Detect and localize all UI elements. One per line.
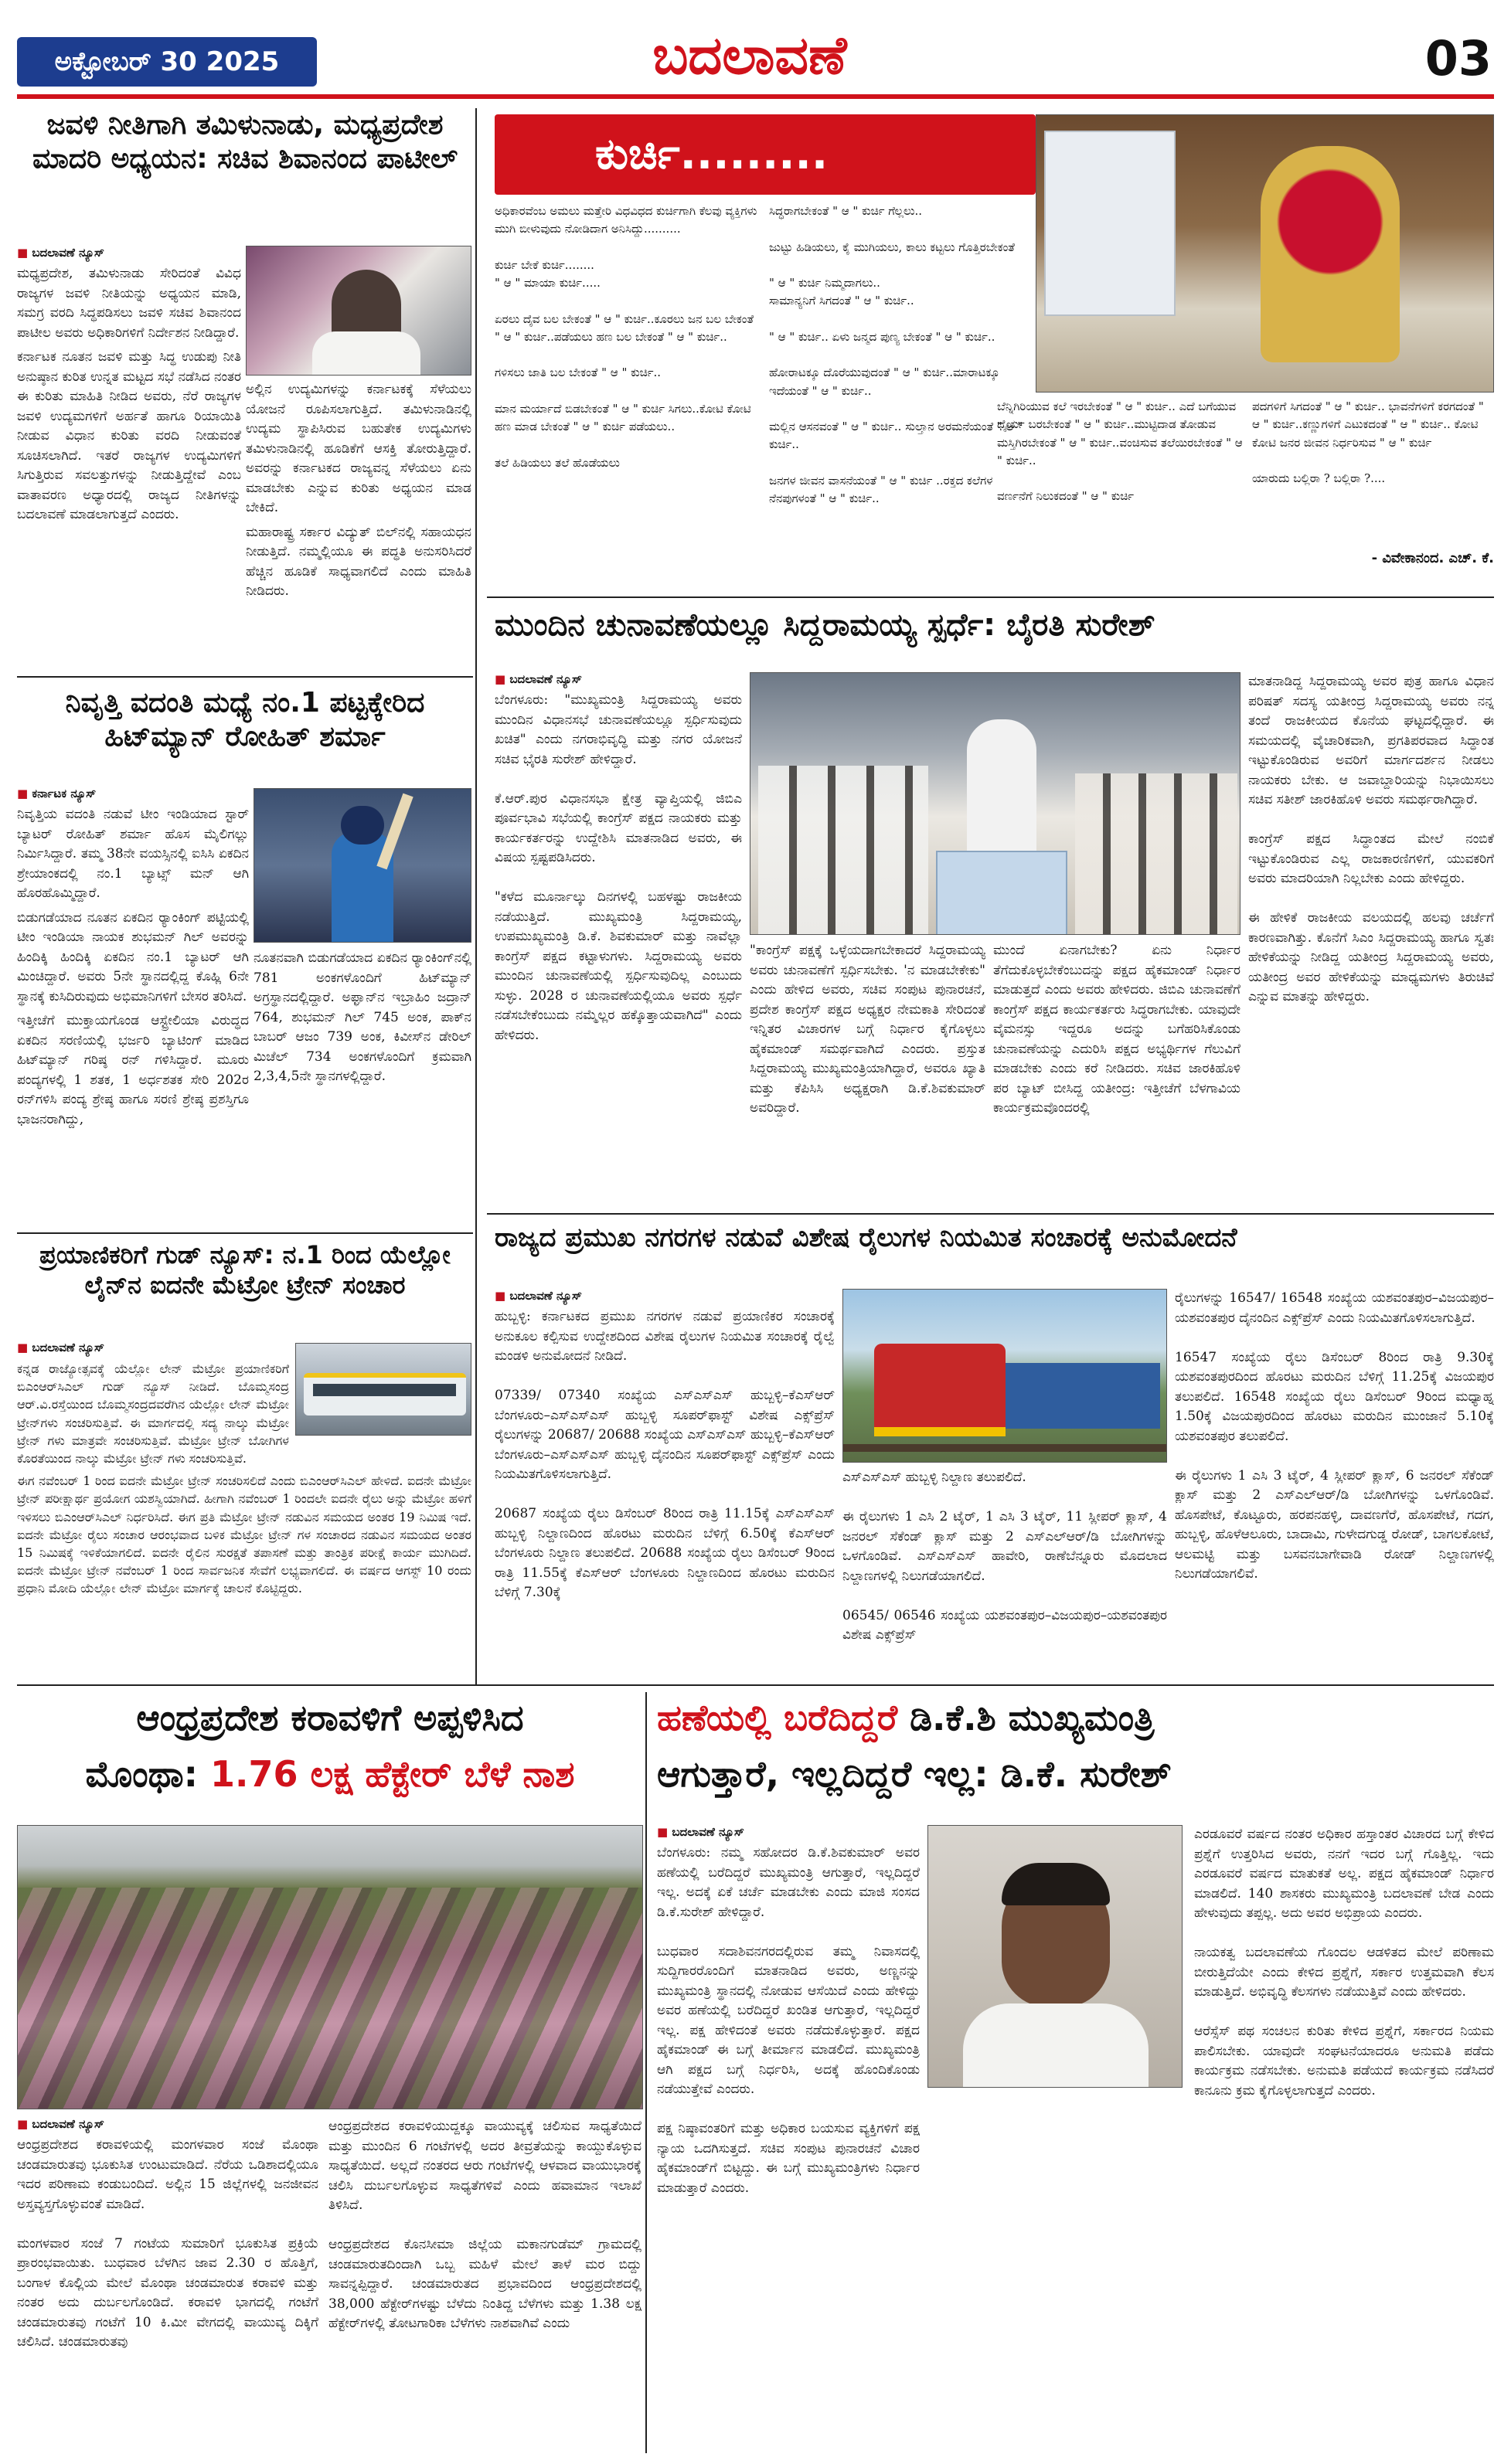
podium (936, 851, 1067, 935)
divider-left-1 (17, 676, 473, 678)
minister-photo (246, 246, 471, 376)
coaches (1006, 1363, 1160, 1429)
headline-highlight: ಹಣೆಯಲ್ಲಿ ಬರೆದಿದ್ದರೆ (657, 1697, 910, 1738)
divider-right-2 (487, 1213, 1494, 1215)
paragraph: ಮಧ್ಯಪ್ರದೇಶ, ತಮಿಳುನಾಡು ಸೇರಿದಂತೆ ವಿವಿಧ ರಾಜ್ಯಗಳ ಜವಳಿ ನೀತಿಯನ್ನು ಅಧ್ಯಯನ ಮಾಡಿ, ಸಮಗ್ರ ವರದಿ ಸಿದ್ಧಪಡಿಸಲು ಜವಳಿ ಸಚಿವ ಶಿವಾನಂದ ಪಾಟೀಲ ಅವರು ಅಧಿಕಾರಿಗಳಿಗೆ ನಿರ್ದೇಶನ ನೀಡಿದ್ದಾರೆ. (17, 266, 241, 341)
rohit-photo (254, 788, 471, 943)
article-body-b (246, 380, 471, 670)
damaged-crops-photo (17, 1825, 643, 2109)
person-shirt (312, 331, 420, 376)
banana-plants (18, 1888, 643, 2109)
masthead (0, 0, 1511, 100)
ornate-chair-photo (1036, 114, 1494, 393)
divider-bottom-middle (645, 1692, 647, 2453)
paragraph: ಕರ್ನಾಟಕ ನೂತನ ಜವಳಿ ಮತ್ತು ಸಿದ್ಧ ಉಡುಪು ನೀತಿ ಅನುಷ್ಠಾನ ಕುರಿತ ಉನ್ನತ ಮಟ್ಟದ ಸಭೆ ನಡೆಸಿದ ನಂತರ ಈ ಕುರಿತು ಮಾಹಿತಿ ನೀಡಿದ ಅವರು, ನೆರೆ ರಾಜ್ಯಗಳ ಜವಳಿ ಉದ್ಯಮಗಳಿಗೆ ಅರ್ಹತೆ ಹಾಗೂ ರಿಯಾಯಿತಿ ನೀಡುವ ವಿಧಾನ ಕುರಿತು ವರದಿ ನೀಡುವಂತೆ ಸೂಚಿಸಲಾಗಿದೆ. ಇತರೆ ರಾಜ್ಯಗಳ ಉದ್ಯಮಿಗಳಿಗೆ ಸಿಗುತ್ತಿರುವ ಸವಲತ್ತುಗಳನ್ನು ನೀಡುತ್ತಿದ್ದೇವೆ ಎಂಬ ವಾತಾವರಣ ಅಧ್ಯಾರದಲ್ಲಿ ರಾಜ್ಯದ ನೀತಿಗಳನ್ನು ಬದಲಾವಣೆ ಮಾಡಲಾಗುತ್ತದೆ ಎಂದರು. (17, 349, 241, 522)
article-body-a: ಬೆಂಗಳೂರು: ನಮ್ಮ ಸಹೋದರ ಡಿ.ಕೆ.ಶಿವಕುಮಾರ್ ಅವರ ಹಣೆಯಲ್ಲಿ ಬರೆದಿದ್ದರೆ ಮುಖ್ಯಮಂತ್ರಿ ಆಗುತ್ತಾರೆ, ಇಲ್ಲದಿದ್ದರೆ ಇಲ್ಲ. ಅದಕ್ಕೆ ಏಕೆ ಚರ್ಚೆ ಮಾಡಬೇಕು ಎಂದು ಮಾಜಿ ಸಂಸದ ಡಿ.ಕೆ.ಸುರೇಶ್ ಹೇಳಿದ್ದಾರೆ. ಬುಧವಾರ ಸದಾಶಿವನಗರದಲ್ಲಿರುವ ತಮ್ಮ ನಿವಾಸದಲ್ಲಿ ಸುದ್ದಿಗಾರರೊಂದಿಗೆ ಮಾತನಾಡಿದ ಅವರು, ಅಣ್ಣನನ್ನು ಮುಖ್ಯಮಂತ್ರಿ ಸ್ಥಾನದಲ್ಲಿ ನೋಡುವ ಆಸೆಯಿದೆ ಎಂದು ಹೇಳಿದ್ದು ಅವರ ಹಣೆಯಲ್ಲಿ ಬರೆದಿದ್ದರೆ ಖಂಡಿತ ಆಗುತ್ತಾರೆ, ಇಲ್ಲದಿದ್ದರೆ ಇಲ್ಲ. ಪಕ್ಷ ಹೇಳಿದಂತೆ ಅವರು ನಡೆದುಕೊಳ್ಳುತ್ತಾರೆ. ಪಕ್ಷದ ಹೈಕಮಾಂಡ್ ಈ ಬಗ್ಗೆ ತೀರ್ಮಾನ ಮಾಡಲಿದೆ. ಮುಖ್ಯಮಂತ್ರಿ ಆಗಿ ಪಕ್ಷದ ಬಗ್ಗೆ ನಿರ್ಧರಿಸಿ, ಅದಕ್ಕೆ ಹೊಂದಿಕೊಂಡು ನಡೆಯುತ್ತೇವೆ ಎಂದರು. ಪಕ್ಷ ನಿಷ್ಠಾವಂತರಿಗೆ ಮತ್ತು ಅಧಿಕಾರ ಬಯಸುವ ವ್ಯಕ್ತಿಗಳಿಗೆ ಪಕ್ಷ ನ್ಯಾಯ ಒದಗಿಸುತ್ತದೆ. ಸಚಿವ ಸಂಪುಟ ಪುನಾರಚನೆ ವಿಚಾರ ಹೈಕಮಾಂಡ್‌ಗೆ ಬಿಟ್ಟದ್ದು. ಈ ಬಗ್ಗೆ ಮುಖ್ಯಮಂತ್ರಿಗಳು ನಿರ್ಧಾರ ಮಾಡುತ್ತಾರೆ ಎಂದರು. (657, 1845, 920, 2196)
headline-line-1: ಆಂಧ್ರಪ್ರದೇಶ ಕರಾವಳಿಗೆ ಅಪ್ಪಳಿಸಿದ (136, 1697, 524, 1738)
article-body-b: ಆಂಧ್ರಪ್ರದೇಶದ ಕರಾವಳಿಯುದ್ದಕ್ಕೂ ವಾಯುವ್ಯಕ್ಕೆ ಚಲಿಸುವ ಸಾಧ್ಯತೆಯಿದೆ ಮತ್ತು ಮುಂದಿನ 6 ಗಂಟೆಗಳಲ್ಲಿ ಅದರ ತೀವ್ರತೆಯನ್ನು ಕಾಯ್ದುಕೊಳ್ಳುವ ಸಾಧ್ಯತೆಯಿದೆ. ಅಲ್ಲದೆ ನಂತರದ ಆರು ಗಂಟೆಗಳಲ್ಲಿ ಆಳವಾದ ವಾಯುಭಾರಕ್ಕೆ ಚಲಿಸಿ ದುರ್ಬಲಗೊಳ್ಳುವ ಸಾಧ್ಯತೆಗಳಿವೆ ಎಂದು ಹವಾಮಾನ ಇಲಾಖೆ ತಿಳಿಸಿದೆ. ಆಂಧ್ರಪ್ರದೇಶದ ಕೊನಸೀಮಾ ಜಿಲ್ಲೆಯ ಮಕಾನಗುಡೆಮ್ ಗ್ರಾಮದಲ್ಲಿ ಚಂಡಮಾರುತದಿಂದಾಗಿ ಒಬ್ಬ ಮಹಿಳೆ ಮೇಲೆ ತಾಳೆ ಮರ ಬಿದ್ದು ಸಾವನ್ನಪ್ಪಿದ್ದಾರೆ. ಚಂಡಮಾರುತದ ಪ್ರಭಾವದಿಂದ ಆಂಧ್ರಪ್ರದೇಶದಲ್ಲಿ 38,000 ಹೆಕ್ಟೇರ್‌ಗಳಷ್ಟು ಬೆಳೆದು ನಿಂತಿದ್ದ ಬೆಳೆಗಳು ಮತ್ತು 1.38 ಲಕ್ಷ ಹೆಕ್ಟೇರ್‌ಗಳಲ್ಲಿ ತೋಟಗಾರಿಕಾ ಬೆಳೆಗಳು ನಾಶವಾಗಿವೆ ಎಂದು (328, 2119, 641, 2331)
headline: ನಿವೃತ್ತಿ ವದಂತಿ ಮಧ್ಯೆ ನಂ.1 ಪಟ್ಟಕ್ಕೇರಿದ ಹಿಟ್‌ಮ್ಯಾನ್ ರೋಹಿತ್ ಶರ್ಮಾ (65, 687, 425, 753)
article-body-a: ಆಂಧ್ರಪ್ರದೇಶದ ಕರಾವಳಿಯಲ್ಲಿ ಮಂಗಳವಾರ ಸಂಜೆ ಮೊಂಥಾ ಚಂಡಮಾರುತವು ಭೂಕುಸಿತ ಉಂಟುಮಾಡಿದೆ. ನೆರೆಯ ಒಡಿಶಾದಲ್ಲಿಯೂ ಇದರ ಪರಿಣಾಮ ಕಂಡುಬಂದಿದೆ. ಅಲ್ಲಿನ 15 ಜಿಲ್ಲೆಗಳಲ್ಲಿ ಜನಜೀವನ ಅಸ್ತವ್ಯಸ್ತಗೊಳ್ಳುವಂತೆ ಮಾಡಿದೆ. ಮಂಗಳವಾರ ಸಂಜೆ 7 ಗಂಟೆಯ ಸುಮಾರಿಗೆ ಭೂಕುಸಿತ ಪ್ರಕ್ರಿಯೆ ಪ್ರಾರಂಭವಾಯಿತು. ಬುಧವಾರ ಬೆಳಗಿನ ಜಾವ 2.30 ರ ಹೊತ್ತಿಗೆ, ಬಂಗಾಳ ಕೊಲ್ಲಿಯ ಮೇಲೆ ಮೊಂಥಾ ಚಂಡಮಾರುತ ಕರಾವಳಿ ಮತ್ತು ನಂತರ ಅದು ದುರ್ಬಲಗೊಂಡಿದೆ. ಕರಾವಳಿ ಭಾಗದಲ್ಲಿ ಗಂಟೆಗೆ ಚಂಡಮಾರುತವು ಗಂಟೆಗೆ 10 ಕಿ.ಮೀ ವೇಗದಲ್ಲಿ ವಾಯುವ್ಯ ದಿಕ್ಕಿಗೆ ಚಲಿಸಿದೆ. ಚಂಡಮಾರುತವು (17, 2137, 318, 2350)
poem-column-3: ಬೆನ್ನಿಗಿರಿಯುವ ಕಲೆ ಇರಬೇಕಂತೆ " ಆ " ಕುರ್ಚಿ.. ಎದೆ ಬಗೆಯುವ ಧೈರ್ಯ ಬರಬೇಕಂತೆ " ಆ " ಕುರ್ಚಿ..ಮುಟ್ಟಿದಾಡ ತೋಡುವ ಮಸ್ತಿಗಿರಬೇಕಂತೆ " ಆ " ಕುರ್ಚಿ..ವಂಚಿಸುವ ತಲೆಯಿರಬೇಕಂತೆ " ಆ " ಕುರ್ಚಿ.. ವರ್ಣನೆಗೆ ನಿಲುಕದಂತೆ " ಆ " ಕುರ್ಚಿ (997, 399, 1243, 504)
crowd-right (1075, 773, 1237, 935)
date-label: ಅಕ್ಟೋಬರ್ 30 2025 (54, 46, 280, 77)
throne-chair (1261, 146, 1400, 362)
headline: ರಾಜ್ಯದ ಪ್ರಮುಖ ನಗರಗಳ ನಡುವೆ ವಿಶೇಷ ರೈಲುಗಳ ನಿಯಮಿತ ಸಂಚಾರಕ್ಕೆ ಅನುಮೋದನೆ (495, 1222, 1237, 1253)
paragraph: ನಿವೃತ್ತಿಯ ವದಂತಿ ನಡುವೆ ಟೀಂ ಇಂಡಿಯಾದ ಸ್ಟಾರ್ ಬ್ಯಾಟರ್ ರೋಹಿತ್ ಶರ್ಮಾ ಹೊಸ ಮೈಲಿಗಲ್ಲು ನಿರ್ಮಿಸಿದ್ದಾರೆ. ತಮ್ಮ 38ನೇ ವಯಸ್ಸಿನಲ್ಲಿ ಐಸಿಸಿ ಏಕದಿನ ಶ್ರೇಯಾಂಕದಲ್ಲಿ ನಂ.1 ಬ್ಯಾಟ್ಸ್ ಮನ್ ಆಗಿ ಹೊರಹೊಮ್ಮಿದ್ದಾರೆ. (17, 807, 249, 901)
article-body-a (17, 264, 241, 670)
headline: ಪ್ರಯಾಣಿಕರಿಗೆ ಗುಡ್ ನ್ಯೂಸ್: ನ.1 ರಿಂದ ಯೆಲ್ಲೋ ಲೈನ್‌ನ ಐದನೇ ಮೆಟ್ರೋ ಟ್ರೇನ್ ಸಂಚಾರ (39, 1240, 451, 1300)
paragraph: ಅಲ್ಲಿನ ಉದ್ಯಮಿಗಳನ್ನು ಕರ್ನಾಟಕಕ್ಕೆ ಸೆಳೆಯಲು ಯೋಜನೆ ರೂಪಿಸಲಾಗುತ್ತಿದೆ. ತಮಿಳುನಾಡಿನಲ್ಲಿ ಉದ್ಯಮ ಸ್ಥಾಪಿಸಿರುವ ಬಹುತೇಕ ಉದ್ಯಮಿಗಳು ತಮಿಳುನಾಡಿನಲ್ಲಿ ಹೂಡಿಕೆಗೆ ಆಸಕ್ತಿ ತೋರುತ್ತಿದ್ದಾರೆ. ಅವರನ್ನು ಕರ್ನಾಟಕದ ರಾಜ್ಯವನ್ನ ಸೆಳೆಯಲು ಏನು ಮಾಡಬೇಕು ಎನ್ನುವ ಕುರಿತು ಅಧ್ಯಯನ ಮಾಡ ಬೇಕಿದೆ. (246, 382, 471, 515)
divider-left-2 (17, 1232, 473, 1234)
byline: ■ ಬದಲಾವಣೆ ನ್ಯೂಸ್ (17, 2117, 318, 2131)
crowd-left (758, 766, 928, 935)
headline: ಕುರ್ಚಿ......... (595, 129, 829, 179)
article-body-b (254, 949, 471, 1230)
article-body-a: ಹುಬ್ಬಳ್ಳಿ: ಕರ್ನಾಟಕದ ಪ್ರಮುಖ ನಗರಗಳ ನಡುವೆ ಪ್ರಯಾಣಿಕರ ಸಂಚಾರಕ್ಕೆ ಅನುಕೂಲ ಕಲ್ಪಿಸುವ ಉದ್ದೇಶದಿಂದ ವಿಶೇಷ ರೈಲುಗಳ ನಿಯಮಿತ ಸಂಚಾರಕ್ಕೆ ರೈಲ್ವೆ ಮಂಡಳಿ ಅನುಮೋದನೆ ನೀಡಿದೆ. 07339/ 07340 ಸಂಖ್ಯೆಯ ಎಸ್‌ಎಸ್‌ಎಸ್ ಹುಬ್ಬಳ್ಳಿ–ಕೆಎಸ್‌ಆರ್ ಬೆಂಗಳೂರು–ಎಸ್‌ಎಸ್‌ಎಸ್ ಹುಬ್ಬಳ್ಳಿ ಸೂಪರ್‌ಫಾಸ್ಟ್ ವಿಶೇಷ ಎಕ್ಸ್‌ಪ್ರೆಸ್ ರೈಲುಗಳನ್ನು 20687/ 20688 ಸಂಖ್ಯೆಯ ಎಸ್‌ಎಸ್‌ಎಸ್ ಹುಬ್ಬಳ್ಳಿ–ಕೆಎಸ್‌ಆರ್ ಬೆಂಗಳೂರು–ಎಸ್‌ಎಸ್‌ಎಸ್ ಹುಬ್ಬಳ್ಳಿ ದೈನಂದಿನ ಸೂಪರ್‌ಫಾಸ್ಟ್ ಎಕ್ಸ್‌ಪ್ರೆಸ್ ಎಂದು ನಿಯಮಿತಗೊಳಿಸಲಾಗುತ್ತಿದೆ. 20687 ಸಂಖ್ಯೆಯ ರೈಲು ಡಿಸೆಂಬರ್ 8ರಿಂದ ರಾತ್ರಿ 11.15ಕ್ಕೆ ಎಸ್‌ಎಸ್‌ಎಸ್ ಹುಬ್ಬಳ್ಳಿ ನಿಲ್ದಾಣದಿಂದ ಹೊರಟು ಮರುದಿನ ಬೆಳಿಗ್ಗೆ 6.50ಕ್ಕೆ ಕೆಎಸ್‌ಆರ್ ಬೆಂಗಳೂರು ನಿಲ್ದಾಣ ತಲುಪಲಿದೆ. 20688 ಸಂಖ್ಯೆಯ ರೈಲು ಡಿಸೆಂಬರ್ 9ರಿಂದ ರಾತ್ರಿ 11.55ಕ್ಕೆ ಕೆಎಸ್‌ಆರ್ ಬೆಂಗಳೂರು ನಿಲ್ದಾಣದಿಂದ ಹೊರಟು ಮರುದಿನ ಬೆಳಿಗ್ಗೆ 7.30ಕ್ಕೆ (495, 1309, 835, 1600)
headline-part: ಡಿ.ಕೆ.ಶಿ ಮುಖ್ಯಮಂತ್ರಿ (910, 1697, 1155, 1738)
headline: ಜವಳಿ ನೀತಿಗಾಗಿ ತಮಿಳುನಾಡು, ಮಧ್ಯಪ್ರದೇಶ ಮಾದರಿ ಅಧ್ಯಯನ: ಸಚಿವ ಶಿವಾನಂದ ಪಾಟೀಲ್ (32, 109, 458, 175)
article-body-c: ಮುಂದೆ ಏನಾಗಬೇಕು? ಏನು ನಿರ್ಧಾರ ತೆಗೆದುಕೊಳ್ಳಬೇಕೆಂಬುದನ್ನು ಪಕ್ಷದ ಹೈಕಮಾಂಡ್ ನಿರ್ಧಾರ ಮಾಡುತ್ತದೆ ಎಂದು ಅವರು ಹೇಳಿದರು. ಜಿಬಿಎ ಚುನಾವಣೆಗೆ ಕಾಂಗ್ರೆಸ್ ಪಕ್ಷದ ಕಾರ್ಯಕರ್ತರು ಸಿದ್ಧರಾಗಬೇಕು. ಯಾವುದೇ ವೈಮನಸ್ಸು ಇದ್ದರೂ ಅದನ್ನು ಬಗೆಹರಿಸಿಕೊಂಡು ಚುನಾವಣೆಯನ್ನು ಎದುರಿಸಿ ಪಕ್ಷದ ಅಭ್ಯರ್ಥಿಗಳ ಗೆಲುವಿಗೆ ಮಾಡಬೇಕು ಎಂದು ಕರೆ ನೀಡಿದರು. ಸಚಿವ ಜಾರಕಿಹೊಳಿ ಪರ ಬ್ಯಾಟ್ ಬೀಸಿದ್ದ ಯತೀಂದ್ರ: ಇತ್ತೀಚೆಗೆ ಬೆಳಗಾವಿಯ ಕಾರ್ಯಕ್ರಮವೊಂದರಲ್ಲಿ (993, 943, 1240, 1116)
article-body-a: ಬೆಂಗಳೂರು: "ಮುಖ್ಯಮಂತ್ರಿ ಸಿದ್ದರಾಮಯ್ಯ ಅವರು ಮುಂದಿನ ವಿಧಾನಸಭೆ ಚುನಾವಣೆಯಲ್ಲೂ ಸ್ಪರ್ಧಿಸುವುದು ಖಚಿತ" ಎಂದು ನಗರಾಭಿವೃದ್ಧಿ ಮತ್ತು ನಗರ ಯೋಜನೆ ಸಚಿವ ಭೈರತಿ ಸುರೇಶ್ ಹೇಳಿದ್ದಾರೆ. ಕೆ.ಆರ್.ಪುರ ವಿಧಾನಸಭಾ ಕ್ಷೇತ್ರ ವ್ಯಾಪ್ತಿಯಲ್ಲಿ ಜಿಬಿಎ ಪೂರ್ವಭಾವಿ ಸಭೆಯಲ್ಲಿ ಕಾಂಗ್ರೆಸ್ ಪಕ್ಷದ ನಾಯಕರು ಮತ್ತು ಕಾರ್ಯಕರ್ತರನ್ನು ಉದ್ದೇಶಿಸಿ ಮಾತನಾಡಿದ ಅವರು, ಈ ವಿಷಯ ಸ್ಪಷ್ಟಪಡಿಸಿದರು. "ಕಳೆದ ಮೂರ್ನಾಲ್ಕು ದಿನಗಳಲ್ಲಿ ಬಹಳಷ್ಟು ರಾಜಕೀಯ ನಡೆಯುತ್ತಿದೆ. ಮುಖ್ಯಮಂತ್ರಿ ಸಿದ್ದರಾಮಯ್ಯ, ಉಪಮುಖ್ಯಮಂತ್ರಿ ಡಿ.ಕೆ. ಶಿವಕುಮಾರ್ ಮತ್ತು ನಾವೆಲ್ಲಾ ಕಾಂಗ್ರೆಸ್ ಪಕ್ಷದ ಕಟ್ಟಾಳುಗಳು. ಸಿದ್ದರಾಮಯ್ಯ ಅವರು ಮುಂದಿನ ಚುನಾವಣೆಯಲ್ಲಿ ಸ್ಪರ್ಧಿಸುವುದಿಲ್ಲ ಎಂಬುದು ಸುಳ್ಳು. 2028 ರ ಚುನಾವಣೆಯಲ್ಲಿಯೂ ಅವರು ಸ್ಪರ್ಧೆ ನಡೆಸಬೇಕೆಂಬುದು ನಮ್ಮೆಲ್ಲರ ಹಕ್ಕೊತ್ತಾಯವಾಗಿದೆ" ಎಂದು ಹೇಳಿದರು. (495, 692, 742, 1043)
headline-highlight: 1.76 ಲಕ್ಷ ಹೆಕ್ಟೇರ್ ಬೆಳೆ ನಾಶ (210, 1753, 575, 1795)
article-body-b: ಎಸ್‌ಎಸ್‌ಎಸ್ ಹುಬ್ಬಳ್ಳಿ ನಿಲ್ದಾಣ ತಲುಪಲಿದೆ. ಈ ರೈಲುಗಳು 1 ಎಸಿ 2 ಟೈರ್, 1 ಎಸಿ 3 ಟೈರ್, 11 ಸ್ಲೀಪರ್ ಕ್ಲಾಸ್, 4 ಜನರಲ್ ಸೆಕೆಂಡ್ ಕ್ಲಾಸ್ ಮತ್ತು 2 ಎಸ್ಎಲ್ಆರ್/ಡಿ ಬೋಗಿಗಳನ್ನು ಒಳಗೊಂಡಿವೆ. ಎಸ್‌ಎಸ್‌ಎಸ್ ಹಾವೇರಿ, ರಾಣೆಬೆನ್ನೂರು ಮೊದಲಾದ ನಿಲ್ದಾಣಗಳಲ್ಲಿ ನಿಲುಗಡೆಯಾಗಲಿದೆ. 06545/ 06546 ಸಂಖ್ಯೆಯ ಯಶವಂತಪುರ–ವಿಜಯಪುರ–ಯಶವಂತಪುರ ವಿಶೇಷ ಎಕ್ಸ್‌ಪ್ರೆಸ್ (842, 1470, 1167, 1643)
shirt (963, 2003, 1149, 2088)
article-body-c: ರೈಲುಗಳನ್ನು 16547/ 16548 ಸಂಖ್ಯೆಯ ಯಶವಂತಪುರ–ವಿಜಯಪುರ–ಯಶವಂತಪುರ ದೈನಂದಿನ ಎಕ್ಸ್‌ಪ್ರೆಸ್ ಎಂದು ನಿಯಮಿತಗೊಳಿಸಲಾಗುತ್ತಿದೆ. 16547 ಸಂಖ್ಯೆಯ ರೈಲು ಡಿಸೆಂಬರ್ 8ರಿಂದ ರಾತ್ರಿ 9.30ಕ್ಕೆ ಯಶವಂತಪುರದಿಂದ ಹೊರಟು ಮರುದಿನ ಬೆಳಿಗ್ಗೆ 11.25ಕ್ಕೆ ವಿಜಯಪುರ ತಲುಪಲಿದೆ. 16548 ಸಂಖ್ಯೆಯ ರೈಲು ಡಿಸೆಂಬರ್ 9ರಿಂದ ಮಧ್ಯಾಹ್ನ 1.50ಕ್ಕೆ ವಿಜಯಪುರದಿಂದ ಹೊರಟು ಮರುದಿನ ಮುಂಜಾನೆ 5.10ಕ್ಕೆ ಯಶವಂತಪುರ ತಲುಪಲಿದೆ. ಈ ರೈಲುಗಳು 1 ಎಸಿ 3 ಟೈರ್, 4 ಸ್ಲೀಪರ್ ಕ್ಲಾಸ್, 6 ಜನರಲ್ ಸೆಕೆಂಡ್ ಕ್ಲಾಸ್ ಮತ್ತು 2 ಎಸ್ಎಲ್ಆರ್/ಡಿ ಬೋಗಿಗಳನ್ನು ಒಳಗೊಂಡಿವೆ. ಹೊಸಪೇಟೆ, ಕೊಟ್ಟೂರು, ಹರಪನಹಳ್ಳಿ, ದಾವಣಗೆರೆ, ಹೊಸಪೇಟೆ, ಗದಗ, ಹುಬ್ಬಳ್ಳಿ, ಹೊಳೆಆಲೂರು, ಬಾದಾಮಿ, ಗುಳೇದಗುಡ್ಡ ರೋಡ್, ಬಾಗಲಕೋಟೆ, ಆಲಮಟ್ಟಿ ಮತ್ತು ಬಸವನಬಾಗೇವಾಡಿ ರೋಡ್ ನಿಲ್ದಾಣಗಳಲ್ಲಿ ನಿಲುಗಡೆಯಾಗಲಿವೆ. (1175, 1290, 1494, 1582)
locomotive (874, 1344, 1006, 1436)
poem-column-2: ಸಿದ್ಧರಾಗಬೇಕಂತೆ " ಆ " ಕುರ್ಚಿ ಗೆಲ್ಲಲು.. ಜುಟ್ಟು ಹಿಡಿಯಲು, ಕೈ ಮುಗಿಯಲು, ಕಾಲು ಕಟ್ಟಲು ಗೊತ್ತಿರಬೇಕಂತೆ " ಆ " ಕುರ್ಚಿ ನಿಮ್ಮದಾಗಲು.. ಸಾಮಾನ್ಯನಿಗೆ ಸಿಗದಂತೆ " ಆ " ಕುರ್ಚಿ.. " ಆ " ಕುರ್ಚಿ.. ಏಳು ಜನ್ಮದ ಪುಣ್ಯ ಬೇಕಂತೆ " ಆ " ಕುರ್ಚಿ.. ಹೋರಾಟಕ್ಕೂ ದೊರೆಯುವುದಂತೆ " ಆ " ಕುರ್ಚಿ..ಮಾರಾಟಕ್ಕೂ ಇದೆಯಂತೆ " ಆ " ಕುರ್ಚಿ.. ಮಲ್ಲಿನ ಆಸನವಂತೆ " ಆ " ಕುರ್ಚಿ.. ಸುಲ್ತಾನ ಅರಮನೆಯಂತೆ " ಆ " ಕುರ್ಚಿ.. ಜನಗಳ ಜೀವನ ವಾಸನೆಯಂತೆ " ಆ " ಕುರ್ಚಿ ..ರಕ್ತದ ಕಲೆಗಳ ನೆನಪುಗಳಂತೆ " ಆ " ಕುರ್ಚಿ.. (769, 204, 1023, 505)
paragraph: ಇತ್ತೀಚೆಗೆ ಮುಕ್ತಾಯಗೊಂಡ ಆಸ್ಟ್ರೇಲಿಯಾ ವಿರುದ್ಧದ ಏಕದಿನ ಸರಣಿಯಲ್ಲಿ ಭರ್ಜರಿ ಬ್ಯಾಟಿಂಗ್ ಮಾಡಿದ ಹಿಟ್‌ಮ್ಯಾನ್ ಗರಿಷ್ಠ ರನ್ ಗಳಿಸಿದ್ದಾರೆ. ಮೂರು ಪಂದ್ಯಗಳಲ್ಲಿ 1 ಶತಕ, 1 ಅರ್ಧಶತಕ ಸೇರಿ 202ರ ರನ್‌ಗಳಿಸಿ ಪಂದ್ಯ ಶ್ರೇಷ್ಠ ಹಾಗೂ ಸರಣಿ ಶ್ರೇಷ್ಠ ಪ್ರಶಸ್ತಿಗೂ ಭಾಜನರಾಗಿದ್ದು, (17, 1013, 249, 1127)
article-body-b: ಎರಡೂವರೆ ವರ್ಷದ ನಂತರ ಅಧಿಕಾರ ಹಸ್ತಾಂತರ ವಿಚಾರದ ಬಗ್ಗೆ ಕೇಳಿದ ಪ್ರಶ್ನೆಗೆ ಉತ್ತರಿಸಿದ ಅವರು, ನನಗೆ ಇದರ ಬಗ್ಗೆ ಗೊತ್ತಿಲ್ಲ. ಇದು ಎರಡೂವರೆ ವರ್ಷದ ಮಾತುಕತೆ ಅಲ್ಲ. ಪಕ್ಷದ ಹೈಕಮಾಂಡ್ ನಿರ್ಧಾರ ಮಾಡಲಿದೆ. 140 ಶಾಸಕರು ಮುಖ್ಯಮಂತ್ರಿ ಬದಲಾವಣೆ ಬೇಡ ಎಂದು ಹೇಳುವುದು ತಪ್ಪಲ್ಲ. ಅದು ಅವರ ಅಭಿಪ್ರಾಯ ಎಂದರು. ನಾಯಕತ್ವ ಬದಲಾವಣೆಯ ಗೊಂದಲ ಆಡಳಿತದ ಮೇಲೆ ಪರಿಣಾಮ ಬೀರುತ್ತಿದೆಯೇ ಎಂದು ಕೇಳಿದ ಪ್ರಶ್ನೆಗೆ, ಸರ್ಕಾರ ಉತ್ತಮವಾಗಿ ಕೆಲಸ ಮಾಡುತ್ತಿದೆ. ಅಭಿವೃದ್ಧಿ ಕೆಲಸಗಳು ನಡೆಯುತ್ತಿವೆ ಎಂದು ಹೇಳಿದರು. ಆರೆಸ್ಸೆಸ್ ಪಥ ಸಂಚಲನ ಕುರಿತು ಕೇಳಿದ ಪ್ರಶ್ನೆಗೆ, ಸರ್ಕಾರದ ನಿಯಮ ಪಾಲಿಸಬೇಕು. ಯಾವುದೇ ಸಂಘಟನೆಯಾದರೂ ಅನುಮತಿ ಪಡೆದು ಕಾರ್ಯಕ್ರಮ ನಡೆಸಬೇಕು. ಅನುಮತಿ ಪಡೆಯದೆ ಕಾರ್ಯಕ್ರಮ ನಡೆಸಿದರೆ ಕಾನೂನು ಕ್ರಮ ಕೈಗೊಳ್ಳಲಾಗುತ್ತದೆ ಎಂದರು. (1194, 1827, 1494, 2099)
headline-line-2 (17, 1752, 643, 1806)
poem-column-1: ಅಧಿಕಾರವೆಂಬ ಅಮಲು ಮತ್ತೇರಿ ವಿಧವಿಧದ ಕುರ್ಚಿಗಾಗಿ ಕೆಲವು ವ್ಯಕ್ತಿಗಳು ಮುಗಿ ಬೀಳುವುದು ನೋಡಿದಾಗ ಅನಿಸಿದ್ದು.......... ಕುರ್ಚಿ ಬೇಕೆ ಕುರ್ಚಿ........ " ಆ " ಮಾಯಾ ಕುರ್ಚಿ..... ಏರಲು ದೈವ ಬಲ ಬೇಕಂತೆ " ಆ " ಕುರ್ಚಿ..ಕೂರಲು ಜನ ಬಲ ಬೇಕಂತೆ " ಆ " ಕುರ್ಚಿ..ಪಡೆಯಲು ಹಣ ಬಲ ಬೇಕಂತೆ " ಆ " ಕುರ್ಚಿ.. ಗಳಿಸಲು ಜಾತಿ ಬಲ ಬೇಕಂತೆ " ಆ " ಕುರ್ಚಿ.. ಮಾನ ಮರ್ಯಾದೆ ಬಿಡಬೇಕಂತೆ " ಆ " ಕುರ್ಚಿ ಸಿಗಲು..ಕೋಟಿ ಕೋಟಿ ಹಣ ಮಾಡ ಬೇಕಂತೆ " ಆ " ಕುರ್ಚಿ ಪಡೆಯಲು.. ತಲೆ ಹಿಡಿಯಲು ತಲೆ ಹೊಡೆಯಲು (495, 204, 757, 470)
article-body-b: "ಕಾಂಗ್ರೆಸ್ ಪಕ್ಷಕ್ಕೆ ಒಳ್ಳೆಯದಾಗಬೇಕಾದರೆ ಸಿದ್ದರಾಮಯ್ಯ ಅವರು ಚುನಾವಣೆಗೆ ಸ್ಪರ್ಧಿಸಬೇಕು. 'ನ ಮಾಡಬೇಕೇಕು" ಎಂದು ಹೇಳಿದ ಅವರು, ಸಚಿವ ಸಂಪುಟ ಪುನಾರಚನೆ, ಪ್ರದೇಶ ಕಾಂಗ್ರೆಸ್ ಪಕ್ಷದ ಅಧ್ಯಕ್ಷರ ನೇಮಕಾತಿ ಸೇರಿದಂತೆ ಇನ್ನಿತರ ವಿಚಾರಗಳ ಬಗ್ಗೆ ನಿರ್ಧಾರ ಕೈಗೊಳ್ಳಲು ಹೈಕಮಾಂಡ್ ಸಮರ್ಥವಾಗಿದೆ ಎಂದರು. ಪ್ರಸ್ತುತ ಸಿದ್ದರಾಮಯ್ಯ ಮುಖ್ಯಮಂತ್ರಿಯಾಗಿದ್ದಾರೆ, ಅವರೂ ಖ್ಯಾತಿ ಮತ್ತು ಕೆಪಿಸಿಸಿ ಅಧ್ಯಕ್ಷರಾಗಿ ಡಿ.ಕೆ.ಶಿವಕುಮಾರ್ ಅವರಿದ್ದಾರೆ. (750, 943, 985, 1116)
article-body-d: ಮಾತನಾಡಿದ್ದ ಸಿದ್ದರಾಮಯ್ಯ ಅವರ ಪುತ್ರ ಹಾಗೂ ವಿಧಾನ ಪರಿಷತ್ ಸದಸ್ಯ ಯತೀಂದ್ರ ಸಿದ್ದರಾಮಯ್ಯ ಅವರು ನನ್ನ ತಂದೆ ರಾಜಕೀಯದ ಕೊನೆಯ ಘಟ್ಟದಲ್ಲಿದ್ದಾರೆ. ಈ ಸಮಯದಲ್ಲಿ ವೈಚಾರಿಕವಾಗಿ, ಪ್ರಗತಿಪರವಾದ ಸಿದ್ಧಾಂತ ಇಟ್ಟುಕೊಂಡಿರುವ ಅವರಿಗೆ ಮಾರ್ಗದರ್ಶನ ನೀಡಲು ನಾಯಕರು ಬೇಕು. ಆ ಜವಾಬ್ದಾರಿಯನ್ನು ನಿಭಾಯಿಸಲು ಸಚಿವ ಸತೀಶ್ ಜಾರಕಿಹೊಳಿ ಅವರು ಸಮರ್ಥರಾಗಿದ್ದಾರೆ. ಕಾಂಗ್ರೆಸ್ ಪಕ್ಷದ ಸಿದ್ಧಾಂತದ ಮೇಲೆ ನಂಬಿಕೆ ಇಟ್ಟುಕೊಂಡಿರುವ ಎಲ್ಲ ರಾಜಕಾರಣಿಗಳಿಗೆ, ಯುವಕರಿಗೆ ಅವರು ಮಾದರಿಯಾಗಿ ನಿಲ್ಲಬೇಕು ಎಂದು ಹೇಳಿದ್ದರು. ಈ ಹೇಳಿಕೆ ರಾಜಕೀಯ ವಲಯದಲ್ಲಿ ಹಲವು ಚರ್ಚೆಗೆ ಕಾರಣವಾಗಿತ್ತು. ಕೊನೆಗೆ ಸಿಎಂ ಸಿದ್ದರಾಮಯ್ಯ ಹಾಗೂ ಸ್ವತಃ ಹೇಳಿಕೆಯನ್ನು ನೀಡಿದ್ದ ಯತೀಂದ್ರ ಸಿದ್ದರಾಮಯ್ಯ ಅವರು, ಯತೀಂದ್ರ ಅವರ ಹೇಳಿಕೆಯನ್ನು ಮಾಧ್ಯಮಗಳು ತಿರುಚಿವೆ ಎನ್ನುವ ಮಾತನ್ನು ಹೇಳಿದ್ದರು. (1248, 674, 1494, 1004)
divider-left-column (475, 108, 477, 1684)
byline: ■ ಬದಲಾವಣೆ ನ್ಯೂಸ್ (657, 1825, 912, 1839)
paragraph: ಬಿಡುಗಡೆಯಾದ ನೂತನ ಏಕದಿನ ರ‍್ಯಾಂಕಿಂಗ್ ಪಟ್ಟಿಯಲ್ಲಿ ಟೀಂ ಇಂಡಿಯಾ ನಾಯಕ ಶುಭಮನ್ ಗಿಲ್ ಅವರನ್ನು ಹಿಂದಿಕ್ಕಿ ಹಿಂದಿಕ್ಕಿ ಏಕದಿನ ನಂ.1 ಬ್ಯಾಟರ್ ಆಗಿ ಮಿಂಚಿದ್ದಾರೆ. ಅವರು 5ನೇ ಸ್ಥಾನದಲ್ಲಿದ್ದ ಕೊಹ್ಲಿ 6ನೇ ಸ್ಥಾನಕ್ಕೆ ಕುಸಿದಿರುವುದು ಅಭಿಮಾನಿಗಳಿಗೆ ಬೇಸರ ತರಿಸಿದೆ. (17, 909, 249, 1004)
paragraph: ಮಹಾರಾಷ್ಟ್ರ ಸರ್ಕಾರ ವಿದ್ಯುತ್ ಬಿಲ್‌ನಲ್ಲಿ ಸಹಾಯಧನ ನೀಡುತ್ತಿದೆ. ನಮ್ಮಲ್ಲಿಯೂ ಈ ಪದ್ಧತಿ ಅನುಸರಿಸಿದರೆ ಹೆಚ್ಚಿನ ಹೂಡಿಕೆ ಸಾಧ್ಯವಾಗಲಿದೆ ಎಂದು ಮಾಹಿತಿ ನೀಡಿದರು. (246, 524, 471, 599)
track (843, 1444, 1167, 1452)
paragraph: ಈಗ ನವೆಂಬರ್ 1 ರಿಂದ ಐದನೇ ಮೆಟ್ರೋ ಟ್ರೇನ್ ಸಂಚರಿಸಲಿದೆ ಎಂದು ಬಿಎಂಆರ್‌ಸಿಎಲ್ ಹೇಳಿದೆ. ಐದನೇ ಮೆಟ್ರೋ ಟ್ರೇನ್ ಪರೀಕ್ಷಾರ್ಥ ಪ್ರಯೋಗ ಯಶಸ್ವಿಯಾಗಿದೆ. ಹೀಗಾಗಿ ನವೆಂಬರ್ 1 ರಿಂದಲೇ ಐದನೇ ರೈಲು ಅನ್ನು ಮೆಟ್ರೋ ಹಳಿಗೆ ಇಳಿಸಲು ಬಿಎಂಆರ್‌ಸಿಎಲ್ ನಿರ್ಧರಿಸಿದೆ. ಈಗ ಪ್ರತಿ ಮೆಟ್ರೋ ಟ್ರೇನ್ ನಡುವಿನ ಸಮಯದ ಅಂತರ 19 ನಿಮಿಷ ಇದೆ. ಐದನೇ ಮೆಟ್ರೋ ರೈಲು ಸಂಚಾರ ಆರಂಭವಾದ ಬಳಿಕ ಮೆಟ್ರೋ ಟ್ರೇನ್ ಗಳ ಸಂಚಾರದ ನಡುವಿನ ಸಮಯದ ಅಂತರ 15 ನಿಮಿಷಕ್ಕೆ ಇಳಿಕೆಯಾಗಲಿದೆ. ಐದನೇ ರೈಲಿನ ಸುರಕ್ಷತೆ ತಪಾಸಣೆ ಮತ್ತು ತಾಂತ್ರಿಕ ಪರೀಕ್ಷೆ ಕಾರ್ಯ ಮುಗಿದಿದೆ. ಐದನೇ ಮೆಟ್ರೋ ಟ್ರೇನ್ ನವೆಂಬರ್ 1 ರಿಂದ ಸಾರ್ವಜನಿಕ ಸೇವೆಗೆ ಲಭ್ಯವಾಗಲಿದೆ. ಈ ವರ್ಷದ ಆಗಸ್ಟ್ 10 ರಂದು ಪ್ರಧಾನಿ ಮೋದಿ ಯೆಲ್ಲೋ ಲೇನ್ ಮೆಟ್ರೋ ಮಾರ್ಗಕ್ಕೆ ಚಾಲನೆ ಕೊಟ್ಟಿದ್ದರು. (17, 1473, 471, 1596)
dk-suresh-photo (927, 1825, 1183, 2088)
sign-board (1044, 131, 1176, 316)
poem-column-4: ಪದಗಳಿಗೆ ಸಿಗದಂತೆ " ಆ " ಕುರ್ಚಿ.. ಭಾವನೆಗಳಿಗೆ ಕರಗದಂತೆ " ಆ " ಕುರ್ಚಿ..ಕಣ್ಣುಗಳಿಗೆ ಎಟುಕದಂತೆ " ಆ " ಕುರ್ಚಿ.. ಕೋಟಿ ಕೋಟಿ ಜನರ ಜೀವನ ನಿರ್ಧರಿಸುವ " ಆ " ಕುರ್ಚಿ ಯಾರುದು ಬಲ್ಲಿರಾ ? ಬಲ್ಲಿರಾ ?.... (1252, 399, 1484, 485)
article-body-a (17, 805, 249, 1230)
article-body (17, 1360, 471, 1681)
cricketer-helmet (341, 806, 384, 845)
byline: ■ ಬದಲಾವಣೆ ನ್ಯೂಸ್ (17, 246, 241, 260)
page-number: 03 (1424, 30, 1492, 87)
masthead-rule (17, 94, 1494, 99)
byline: ■ ಬದಲಾವಣೆ ನ್ಯೂಸ್ (495, 1289, 819, 1303)
headline-part: ಮೊಂಥಾ: (85, 1753, 210, 1795)
divider-right-1 (487, 596, 1494, 598)
rally-photo (750, 672, 1240, 935)
divider-bottom (17, 1684, 1494, 1686)
paragraph: ನೂತನವಾಗಿ ಬಿಡುಗಡೆಯಾದ ಏಕದಿನ ರ‍್ಯಾಂಕಿಂಗ್‌ನಲ್ಲಿ 781 ಅಂಕಗಳೊಂದಿಗೆ ಹಿಟ್‌ಮ್ಯಾನ್ ಅಗ್ರಸ್ಥಾನದಲ್ಲಿದ್ದಾರೆ. ಅಫ್ಘಾನ್‌ನ ಇಬ್ರಾಹಿಂ ಜದ್ರಾನ್ 764, ಶುಭಮನ್ ಗಿಲ್ 745 ಅಂಕ, ಪಾಕ್‌ನ ಬಾಬರ್ ಆಜಂ 739 ಅಂಕ, ಕಿವೀಸ್‌ನ ಡೇರಿಲ್ ಮಿಚೆಲ್ 734 ಅಂಕಗಳೊಂದಿಗೆ ಕ್ರಮವಾಗಿ 2,3,4,5ನೇ ಸ್ಥಾನಗಳಲ್ಲಿದ್ದಾರೆ. (254, 950, 471, 1084)
train-photo (842, 1289, 1167, 1463)
byline: ■ ಕರ್ನಾಟಕ ನ್ಯೂಸ್ (17, 787, 249, 800)
byline: ■ ಬದಲಾವಣೆ ನ್ಯೂಸ್ (495, 672, 727, 686)
paragraph: ಕನ್ನಡ ರಾಜ್ಯೋತ್ಸವಕ್ಕೆ ಯೆಲ್ಲೋ ಲೇನ್ ಮೆಟ್ರೋ ಪ್ರಯಾಣಿಕರಿಗೆ ಬಿಎಂಆರ್‌ಸಿಎಲ್ ಗುಡ್ ನ್ಯೂಸ್ ನೀಡಿದೆ. ಬೊಮ್ಮಸಂದ್ರ ಆರ್.ವಿ.ರಸ್ತೆಯಿಂದ ಬೊಮ್ಮಸಂದ್ರದವರೆಗಿನ ಯೆಲ್ಲೋ ಲೇನ್ ಮೆಟ್ರೋ ಟ್ರೇನ್‌ಗಳು ಸಂಚರಿಸುತ್ತಿವೆ. ಈ ಮಾರ್ಗದಲ್ಲಿ ಸದ್ಯ ನಾಲ್ಕು ಮೆಟ್ರೋ ಟ್ರೇನ್ ಗಳು ಮಾತ್ರವೇ ಸಂಚರಿಸುತ್ತಿವೆ. ಮೆಟ್ರೋ ಟ್ರೇನ್ ಬೋಗಿಗಳ ಕೊರತೆಯಿಂದ ನಾಲ್ಕು ಮೆಟ್ರೋ ಟ್ರೇನ್ ಗಳು ಸಂಚರಿಸುತ್ತಿವೆ. (17, 1361, 289, 1466)
poem-author: - ವಿವೇಕಾನಂದ. ಎಚ್. ಕೆ. (1371, 550, 1494, 566)
masthead-title: ಬದಲಾವಣೆ (652, 25, 847, 87)
headline-line-1 (657, 1696, 1494, 1750)
headline-line-2: ಆಗುತ್ತಾರೆ, ಇಲ್ಲದಿದ್ದರೆ ಇಲ್ಲ: ಡಿ.ಕೆ. ಸುರೇಶ್ (657, 1753, 1172, 1795)
hair (1002, 1863, 1110, 1905)
headline: ಮುಂದಿನ ಚುನಾವಣೆಯಲ್ಲೂ ಸಿದ್ದರಾಮಯ್ಯ ಸ್ಪರ್ಧೆ: ಬೈರತಿ ಸುರೇಶ್ (495, 607, 1155, 643)
byline: ■ ಬದಲಾವಣೆ ನ್ಯೂಸ್ (17, 1341, 280, 1354)
